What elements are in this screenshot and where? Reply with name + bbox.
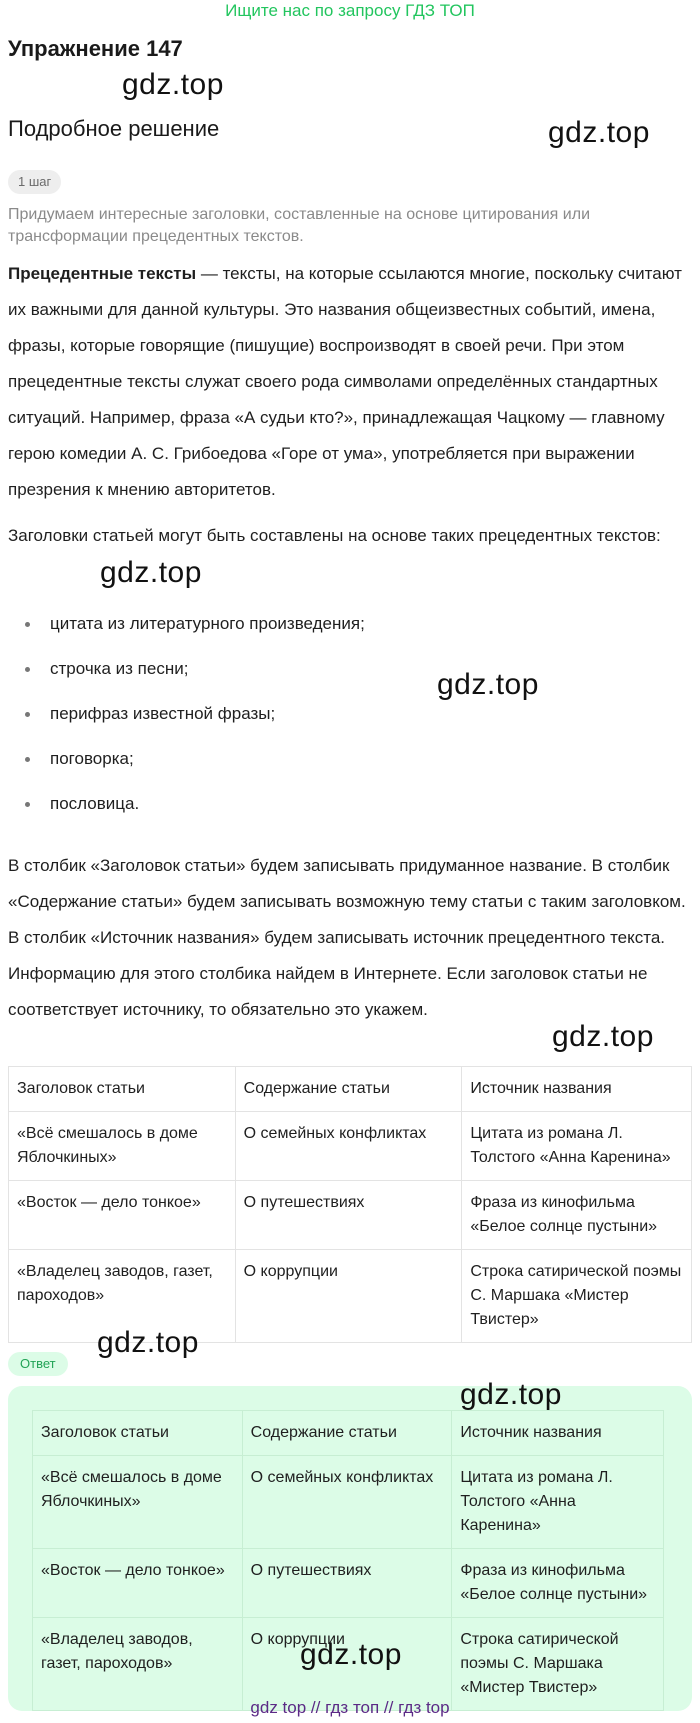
header-cell: Источник названия	[452, 1411, 664, 1456]
exercise-title: Упражнение 147	[8, 36, 183, 61]
watermark: gdz.top	[548, 116, 650, 149]
header-cell: Содержание статьи	[235, 1067, 462, 1112]
table-cell: О путешествиях	[242, 1549, 452, 1618]
table-cell: Строка сатирической поэмы С. Маршака «Мистер Твистер»	[452, 1618, 664, 1711]
list-item: строчка из песни;	[8, 651, 688, 696]
section-title: Подробное решение	[8, 116, 220, 141]
list-item: цитата из литературного произведения;	[8, 606, 688, 651]
table-header-row	[9, 1067, 692, 1112]
watermark: gdz.top	[97, 1326, 199, 1359]
intro-text: Придумаем интересные заголовки, составленные на основе цитирования или трансформации прецедентных текстов.	[8, 206, 590, 245]
header-cell: Источник названия	[462, 1067, 692, 1112]
bullet-list	[8, 606, 688, 831]
watermark: gdz.top	[122, 68, 224, 101]
table-cell: О коррупции	[242, 1618, 452, 1711]
list-item: поговорка;	[8, 741, 688, 786]
table-cell: «Восток — дело тонкое»	[33, 1549, 243, 1618]
table-cell: О коррупции	[235, 1250, 462, 1343]
table-row	[9, 1181, 692, 1250]
watermark: gdz.top	[552, 1020, 654, 1053]
table-cell: «Восток — дело тонкое»	[9, 1181, 236, 1250]
list-item: перифраз известной фразы;	[8, 696, 688, 741]
definition-text: — тексты, на которые ссылаются многие, поскольку считают их важными для данной культуры. Это названия общеизвестных событий, имена, фразы, которые говорящие (пишущие) воспроизводят в своей речи. При этом прецедентные тексты служат своего рода символами определённых стандартных ситуаций. Например, фраза «А судьи кто?», принадлежащая Чацкому — главному герою комедии А. С. Грибоедова «Горе от ума», употребляется при выражении презрения к мнению авторитетов.	[8, 264, 682, 499]
table-row	[33, 1456, 664, 1549]
table-cell: Строка сатирической поэмы С. Маршака «Мистер Твистер»	[462, 1250, 692, 1343]
table-cell: О семейных конфликтах	[242, 1456, 452, 1549]
lead-in-paragraph: Заголовки статьей могут быть составлены на основе таких прецедентных текстов:	[8, 526, 661, 545]
table-row	[9, 1112, 692, 1181]
table-cell: О путешествиях	[235, 1181, 462, 1250]
table-cell: Фраза из кинофильма «Белое солнце пустыни»	[462, 1181, 692, 1250]
header-cell: Заголовок статьи	[33, 1411, 243, 1456]
table-cell: Фраза из кинофильма «Белое солнце пустыни»	[452, 1549, 664, 1618]
table-cell: «Всё смешалось в доме Яблочкиных»	[33, 1456, 243, 1549]
explanation-paragraph: В столбик «Заголовок статьи» будем записывать придуманное название. В столбик «Содержание статьи» будем записывать возможную тему статьи с таким заголовком. В столбик «Источник названия» будем записывать источник прецедентного текста. Информацию для этого столбика найдем в Интернете. Если заголовок статьи не соответствует источнику, то обязательно это укажем.	[8, 856, 686, 1019]
table-header-row	[33, 1411, 664, 1456]
solution-table	[8, 1066, 692, 1343]
table-cell: «Владелец заводов, газет, пароходов»	[33, 1618, 243, 1711]
watermark: gdz.top	[437, 668, 539, 701]
table-cell: Цитата из романа Л. Толстого «Анна Каренина»	[462, 1112, 692, 1181]
watermark: gdz.top	[300, 1638, 402, 1671]
table-cell: «Всё смешалось в доме Яблочкиных»	[9, 1112, 236, 1181]
definition-paragraph	[8, 256, 692, 508]
header-cell: Заголовок статьи	[9, 1067, 236, 1112]
top-banner: Ищите нас по запросу ГДЗ ТОП	[225, 1, 475, 20]
table-cell: «Владелец заводов, газет, пароходов»	[9, 1250, 236, 1343]
answer-badge: Ответ	[8, 1352, 68, 1376]
watermark: gdz.top	[460, 1378, 562, 1411]
header-cell: Содержание статьи	[242, 1411, 452, 1456]
watermark: gdz.top	[100, 556, 202, 589]
table-row	[33, 1549, 664, 1618]
table-cell: Цитата из романа Л. Толстого «Анна Каренина»	[452, 1456, 664, 1549]
step-badge: 1 шаг	[8, 170, 61, 194]
list-item: пословица.	[8, 786, 688, 831]
definition-term: Прецедентные тексты	[8, 264, 197, 283]
table-cell: О семейных конфликтах	[235, 1112, 462, 1181]
footer-links: gdz top // гдз топ // гдз top	[250, 1698, 450, 1717]
